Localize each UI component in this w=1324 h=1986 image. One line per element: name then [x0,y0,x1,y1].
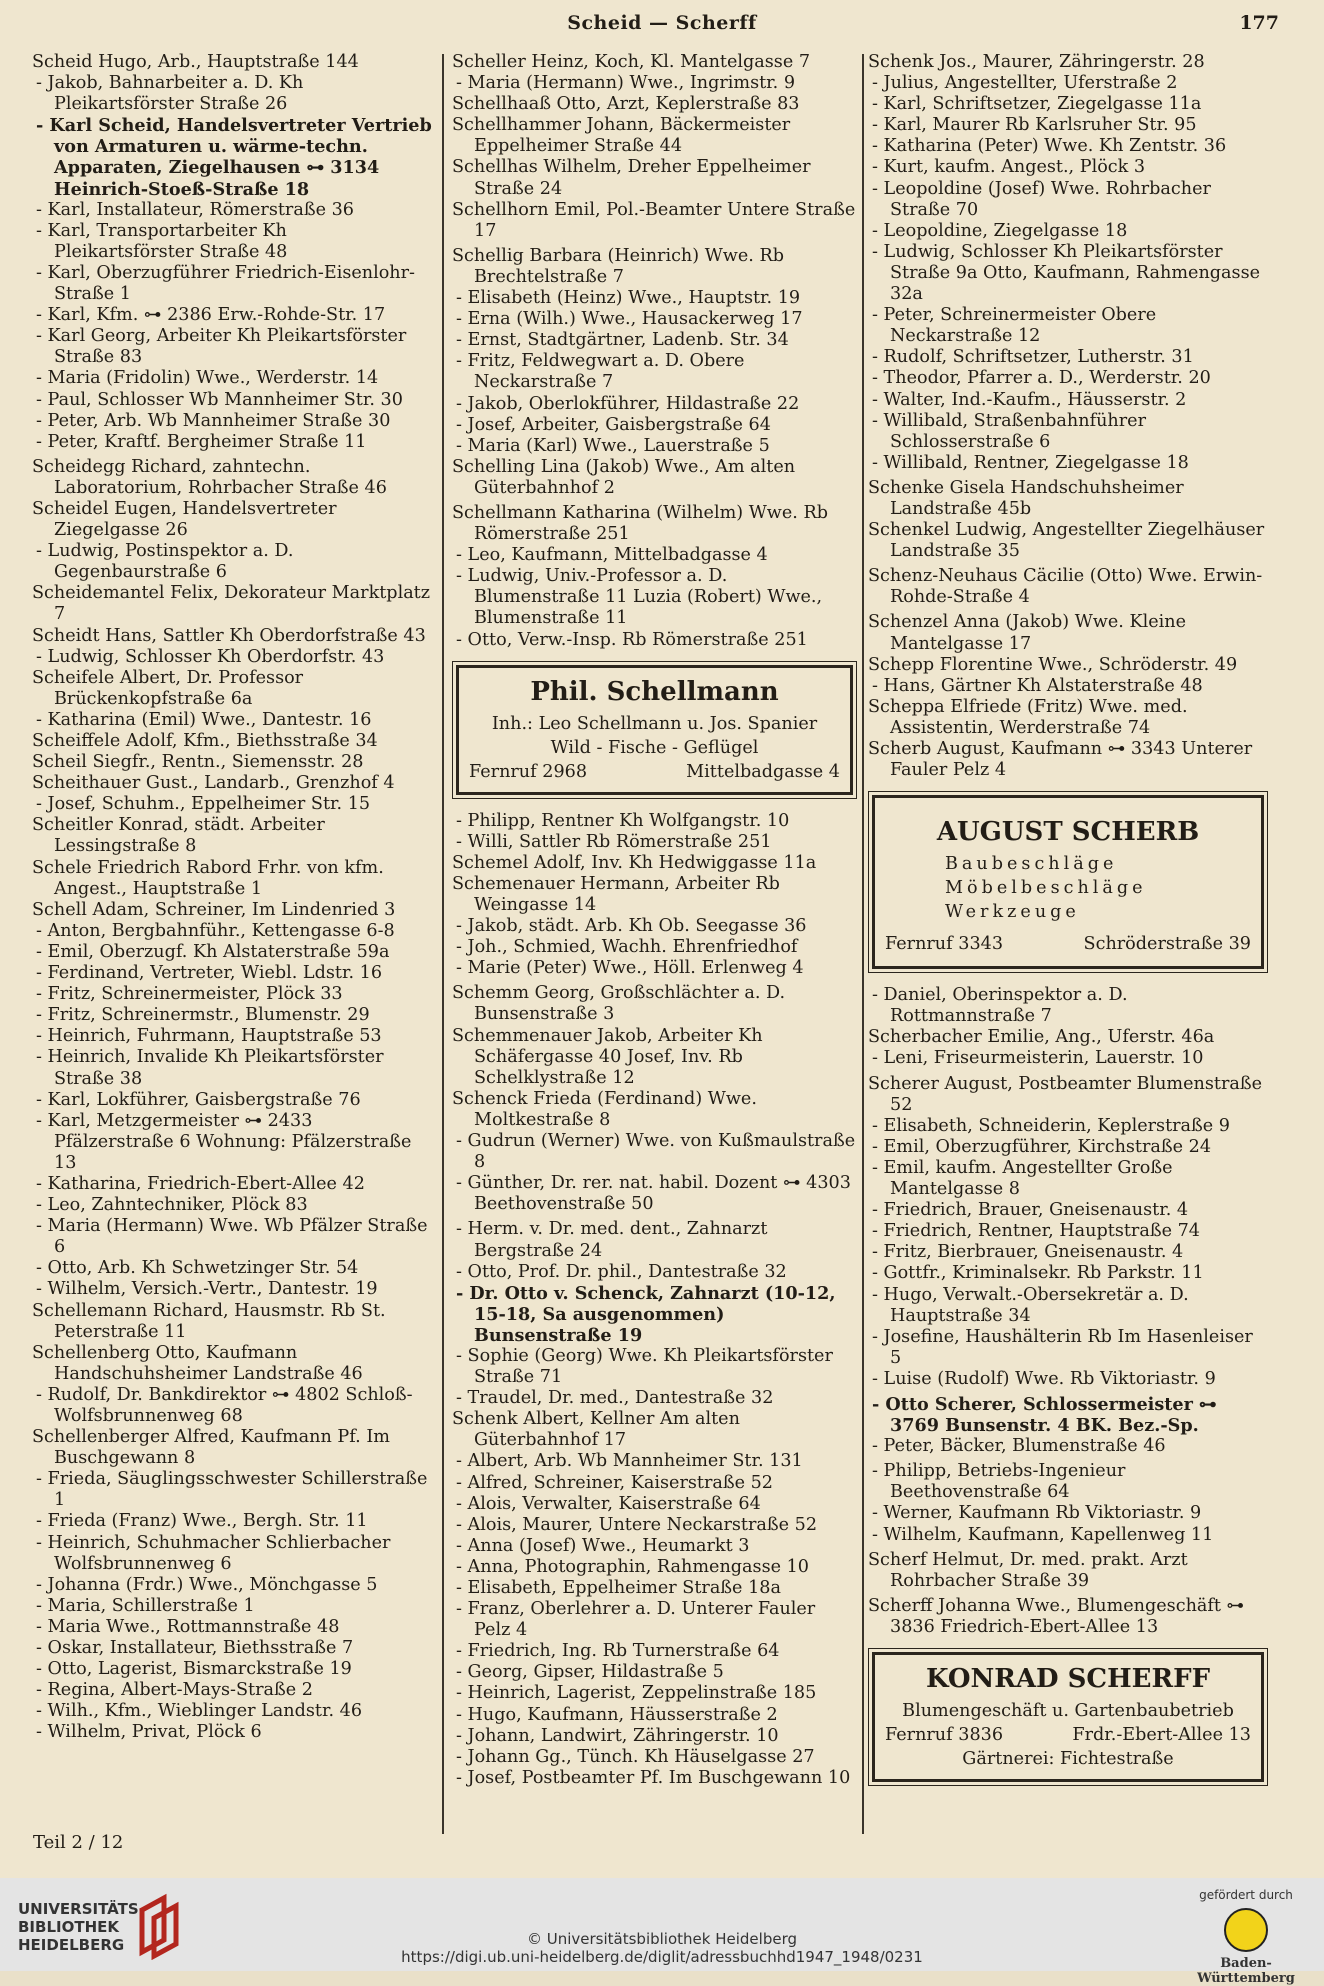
permalink[interactable]: https://digi.ub.uni-heidelberg.de/diglit/adressbuchhd1947_1948/0231 [401,1948,923,1966]
advert-address: Schröderstraße 39 [1083,934,1251,955]
directory-entry: Schellhaaß Otto, Arzt, Keplerstraße 83 [452,94,800,115]
directory-entry: - Josefine, Haushälterin Rb Im Hasenleiser 5 [872,1326,1253,1368]
directory-entry: - Georg, Gipser, Hildastraße 5 [456,1662,724,1683]
viewer-footer [0,1878,1324,1986]
directory-entry: Schemmenauer Jakob, Arbeiter Kh Schäfergasse 40 Josef, Inv. Rb Schelklystraße 12 [452,1025,763,1088]
directory-entry: - Hans, Gärtner Kh Alstaterstraße 48 [872,675,1203,696]
sponsor-name: Baden-Württemberg [1197,1956,1295,1986]
directory-entry: - Josef, Postbeamter Pf. Im Buschgewann 10 [456,1767,851,1788]
directory-entry: Schemel Adolf, Inv. Kh Hedwiggasse 11a [452,852,817,873]
directory-entry: - Joh., Schmied, Wachh. Ehrenfriedhof [456,937,798,958]
advert-address: Mittelbadgasse 4 [686,761,840,782]
directory-entry: - Jakob, Bahnarbeiter a. D. Kh Pleikartsförster Straße 26 [36,73,304,115]
directory-entry: - Katharina (Emil) Wwe., Dantestr. 16 [36,709,372,730]
directory-entry: - Karl Georg, Arbeiter Kh Pleikartsförster Straße 83 [36,326,407,368]
directory-entry: - Kurt, kaufm. Angest., Plöck 3 [872,157,1146,178]
directory-entry: Schellemann Richard, Hausmstr. Rb St. Peterstraße 11 [32,1300,386,1342]
directory-entry: - Ludwig, Univ.-Professor a. D. Blumenstraße 11 Luzia (Robert) Wwe., Blumenstraße 11 [456,566,823,629]
directory-entry: - Herm. v. Dr. med. dent., Zahnarzt Bergstraße 24 [456,1219,768,1261]
page-header [0,8,1324,38]
directory-entry: - Emil, Oberzugf. Kh Alstaterstraße 59a [36,941,390,962]
directory-entry: - Fritz, Schreinermstr., Blumenstr. 29 [36,1005,370,1026]
directory-entry: - Frieda, Säuglingsschwester Schillerstraße 1 [36,1469,428,1511]
directory-entry: Scheidegg Richard, zahntechn. Laboratorium, Rohrbacher Straße 46 [32,456,387,498]
directory-entry: - Dr. Otto v. Schenck, Zahnarzt (10-12, 15-18, Sa ausgenommen) Bunsenstraße 19 [456,1282,836,1346]
directory-entry: - Josef, Arbeiter, Gaisbergstraße 64 [456,414,771,435]
advert-phone: Fernruf 3343 [885,934,1004,955]
directory-entry: - Daniel, Oberinspektor a. D. Rottmannstraße 7 [872,985,1128,1027]
directory-entry: - Emil, Oberzugführer, Kirchstraße 24 [872,1136,1212,1157]
directory-entry: - Fritz, Schreinermeister, Plöck 33 [36,984,343,1005]
directory-entry: Scheitler Konrad, städt. Arbeiter Lessingstraße 8 [32,815,325,857]
advert-business: Blumengeschäft u. Gartenbaubetrieb [902,1701,1234,1721]
directory-entry: - Karl, Schriftsetzer, Ziegelgasse 11a [872,94,1202,115]
directory-entry: - Leopoldine (Josef) Wwe. Rohrbacher Straße 70 [872,178,1211,220]
directory-entry: - Werner, Kaufmann Rb Viktoriastr. 9 [872,1503,1202,1524]
directory-entry: - Oskar, Installateur, Biethsstraße 7 [36,1638,354,1659]
directory-entry: - Alois, Verwalter, Kaiserstraße 64 [456,1493,761,1514]
directory-entry: - Karl, Maurer Rb Karlsruher Str. 95 [872,115,1197,136]
directory-entry: - Wilhelm, Kaufmann, Kapellenweg 11 [872,1524,1214,1545]
directory-entry: Schell Adam, Schreiner, Im Lindenried 3 [32,899,396,920]
directory-entry: - Friedrich, Brauer, Gneisenaustr. 4 [872,1200,1189,1221]
directory-entry: - Günther, Dr. rer. nat. habil. Dozent ⊶ 4303 Beethovenstraße 50 [456,1173,851,1215]
directory-entry: Scheidt Hans, Sattler Kh Oberdorfstraße 43 [32,625,426,646]
directory-entry: - Maria Wwe., Rottmannstraße 48 [36,1616,340,1637]
sponsor [1186,1888,1306,1986]
directory-entry: - Frieda (Franz) Wwe., Bergh. Str. 11 [36,1511,368,1532]
directory-entry: Schellhammer Johann, Bäckermeister Eppelheimer Straße 44 [452,115,791,157]
directory-entry: Scheller Heinz, Koch, Kl. Mantelgasse 7 [452,52,811,72]
directory-entry: Schemenauer Hermann, Arbeiter Rb Weingasse 14 [452,873,780,915]
directory-entry: - Wilhelm, Versich.-Vertr., Dantestr. 19 [36,1279,378,1300]
directory-entry: - Karl, Transportarbeiter Kh Pleikartsförster Straße 48 [36,220,288,262]
directory-entry: - Ferdinand, Vertreter, Wiebl. Ldstr. 16 [36,963,383,984]
directory-entry: - Rudolf, Schriftsetzer, Lutherstr. 31 [872,347,1194,368]
advert-title: Phil. Schellmann [530,676,779,707]
directory-entry: Scheid Hugo, Arb., Hauptstraße 144 [32,52,359,72]
page-title: Scheid — Scherff [567,12,757,34]
directory-entry: - Leni, Friseurmeisterin, Lauerstr. 10 [872,1048,1204,1069]
directory-entry: - Maria (Fridolin) Wwe., Werderstr. 14 [36,368,379,389]
directory-entry: - Karl, Oberzugführer Friedrich-Eisenlohr-Straße 1 [36,262,415,305]
directory-entry: Scherf Helmut, Dr. med. prakt. Arzt Rohrbacher Straße 39 [868,1549,1188,1591]
directory-entry: - Heinrich, Lagerist, Zeppelinstraße 185 [456,1683,817,1704]
directory-entry: - Jakob, Oberlokführer, Hildastraße 22 [456,393,800,414]
directory-entry: - Marie (Peter) Wwe., Höll. Erlenweg 4 [456,958,804,979]
directory-entry: Schenzel Anna (Jakob) Wwe. Kleine Mantelgasse 17 [868,612,1187,654]
directory-entry: Scherer August, Postbeamter Blumenstraße 52 [868,1073,1263,1115]
directory-entry: - Willibald, Straßenbahnführer Schlosserstraße 6 [872,410,1146,452]
advert-goods: Wild - Fische - Geflügel [550,737,759,758]
directory-entry: - Alfred, Schreiner, Kaiserstraße 52 [456,1472,773,1493]
directory-entry: - Otto, Arb. Kh Schwetzinger Str. 54 [36,1258,359,1279]
directory-entry: - Heinrich, Invalide Kh Pleikartsförster Straße 38 [36,1047,384,1089]
library-logo-text: UNIVERSITÄTS- BIBLIOTHEK HEIDELBERG [18,1900,145,1954]
directory-entry: Scheil Siegfr., Rentn., Siemensstr. 28 [32,752,364,773]
directory-entry: Schellhas Wilhelm, Dreher Eppelheimer Straße 24 [452,157,811,199]
directory-entry: - Elisabeth, Eppelheimer Straße 18a [456,1578,781,1598]
directory-entry: - Johanna (Frdr.) Wwe., Mönchgasse 5 [36,1574,378,1595]
advert-goods-3: Werkzeuge [945,902,1080,923]
directory-entry: - Anton, Bergbahnführ., Kettengasse 6-8 [36,920,395,941]
directory-entry: Scheidemantel Felix, Dekorateur Marktplatz 7 [32,583,431,625]
directory-entry: - Heinrich, Schuhmacher Schlierbacher Wolfsbrunnenweg 6 [36,1532,391,1574]
directory-entry: - Franz, Oberlehrer a. D. Unterer Fauler Pelz 4 [456,1599,816,1641]
directory-entry: - Fritz, Feldwegwart a. D. Obere Neckarstraße 7 [456,351,745,393]
copyright: © Universitätsbibliothek Heidelberg [526,1930,797,1948]
page-number: 177 [1239,12,1279,34]
directory-entry: - Leo, Zahntechniker, Plöck 83 [36,1195,308,1216]
directory-entry: - Regina, Albert-Mays-Straße 2 [36,1680,313,1701]
directory-entry: - Ludwig, Schlosser Kh Pleikartsförster Straße 9a Otto, Kaufmann, Rahmengasse 32a [872,241,1261,305]
advert-owners: Inh.: Leo Schellmann u. Jos. Spanier [491,713,818,734]
directory-entry: Schellhorn Emil, Pol.-Beamter Untere Straße 17 [452,199,856,241]
directory-entry: - Ludwig, Schlosser Kh Oberdorfstr. 43 [36,646,385,667]
directory-entry: - Ludwig, Postinspektor a. D. Gegenbaurstraße 6 [36,541,294,583]
directory-entry: - Philipp, Rentner Kh Wolfgangstr. 10 [456,810,790,831]
advert-phone: Fernruf 2968 [469,761,588,782]
directory-entry: Schemm Georg, Großschlächter a. D. Bunsenstraße 3 [452,983,786,1025]
directory-entry: - Anna (Josef) Wwe., Heumarkt 3 [456,1535,750,1556]
directory-entry: - Ernst, Stadtgärtner, Ladenb. Str. 34 [456,330,789,351]
directory-entry: - Leopoldine, Ziegelgasse 18 [872,220,1128,241]
directory-entry: - Peter, Arb. Wb Mannheimer Straße 30 [36,410,391,431]
directory-entry: - Otto, Prof. Dr. phil., Dantestraße 32 [456,1261,787,1282]
directory-entry: Schelling Lina (Jakob) Wwe., Am alten Güterbahnhof 2 [452,456,796,498]
advert-goods-2: Möbelbeschläge [945,878,1147,899]
directory-entry: - Philipp, Betriebs-Ingenieur Beethovenstraße 64 [872,1461,1126,1503]
directory-entry: - Karl, Metzgermeister ⊶ 2433 Pfälzerstraße 6 Wohnung: Pfälzerstraße 13 [36,1110,412,1173]
directory-entry: Schellenberger Alfred, Kaufmann Pf. Im Buschgewann 8 [32,1427,390,1469]
directory-entry: - Josef, Schuhm., Eppelheimer Str. 15 [36,794,371,815]
directory-entry: - Willibald, Rentner, Ziegelgasse 18 [872,452,1189,473]
directory-entry: - Otto, Verw.-Insp. Rb Römerstraße 251 [456,629,808,650]
advert-scherff [872,1652,1264,1782]
directory-entry: - Karl, Installateur, Römerstraße 36 [36,199,354,220]
directory-entry: - Leo, Kaufmann, Mittelbadgasse 4 [456,545,768,566]
directory-entry: - Peter, Schreinermeister Obere Neckarstraße 12 [872,305,1157,347]
directory-entry: - Elisabeth (Heinz) Wwe., Hauptstr. 19 [456,288,801,309]
directory-entry: Schepp Florentine Wwe., Schröderstr. 49 [868,654,1238,675]
directory-entry: - Fritz, Bierbrauer, Gneisenaustr. 4 [872,1242,1184,1263]
directory-entry: - Wilhelm, Privat, Plöck 6 [36,1722,262,1743]
directory-entry: - Maria, Schillerstraße 1 [36,1595,255,1616]
directory-entry: - Albert, Arb. Wb Mannheimer Str. 131 [456,1451,803,1472]
directory-entry: - Wilh., Kfm., Wieblinger Landstr. 46 [36,1701,363,1722]
directory-entry: Schenkel Ludwig, Angestellter Ziegelhäuser Landstraße 35 [868,520,1265,562]
directory-entry: - Hugo, Kaufmann, Häusserstraße 2 [456,1704,778,1725]
directory-entry: Scherff Johanna Wwe., Blumengeschäft ⊶ 3836 Friedrich-Ebert-Allee 13 [868,1595,1245,1637]
column-2 [452,52,857,1789]
directory-entry: - Johann, Landwirt, Zähringerstr. 10 [456,1725,779,1746]
directory-entry: - Willi, Sattler Rb Römerstraße 251 [456,831,772,852]
directory-entry: - Maria (Hermann) Wwe., Ingrimstr. 9 [456,73,796,94]
directory-entry: Scheifele Albert, Dr. Professor Brückenkopfstraße 6a [32,667,304,709]
directory-entry: - Johann Gg., Tünch. Kh Häuselgasse 27 [456,1746,815,1767]
directory-entry: - Sophie (Georg) Wwe. Kh Pleikartsförster Straße 71 [456,1345,833,1388]
directory-entry: - Karl, Lokführer, Gaisbergstraße 76 [36,1089,361,1110]
directory-entry: - Gudrun (Werner) Wwe. von Kußmaulstraße 8 [456,1131,856,1173]
advert-phone: Fernruf 3836 [885,1725,1004,1745]
advert-address: Frdr.-Ebert-Allee 13 [1072,1725,1251,1745]
directory-entry: Schellmann Katharina (Wilhelm) Wwe. Rb Römerstraße 251 [452,502,828,545]
directory-entry: - Rudolf, Dr. Bankdirektor ⊶ 4802 Schloß-Wolfsbrunnenweg 68 [36,1384,413,1426]
column-1 [32,52,432,1744]
volume-part: Teil 2 / 12 [33,1832,124,1853]
directory-entry: Scheithauer Gust., Landarb., Grenzhof 4 [32,773,395,794]
directory-entry: - Traudel, Dr. med., Dantestraße 32 [456,1388,774,1409]
directory-entry: - Luise (Rudolf) Wwe. Rb Viktoriastr. 9 [872,1368,1216,1389]
directory-entry: - Katharina, Friedrich-Ebert-Allee 42 [36,1173,365,1194]
directory-entry: - Paul, Schlosser Wb Mannheimer Str. 30 [36,389,403,410]
directory-entry: - Katharina (Peter) Wwe. Kh Zentstr. 36 [872,136,1227,157]
column-3 [868,52,1268,1798]
directory-entry: Schellig Barbara (Heinrich) Wwe. Rb Brechtelstraße 7 [452,245,784,287]
directory-entry: Schenck Frieda (Ferdinand) Wwe. Moltkestraße 8 [452,1088,757,1130]
directory-entry: - Walter, Ind.-Kaufm., Häusserstr. 2 [872,389,1187,410]
directory-entry: Scheidel Eugen, Handelsvertreter Ziegelgasse 26 [32,498,337,541]
credit [0,1930,1324,1966]
state-crest-icon [1224,1908,1268,1952]
directory-entry: Schenz-Neuhaus Cäcilie (Otto) Wwe. Erwin-Rohde-Straße 4 [868,566,1263,608]
directory-entry: Schele Friedrich Rabord Frhr. von kfm. Angest., Hauptstraße 1 [32,857,384,899]
directory-entry: - Emil, kaufm. Angestellter Große Mantelgasse 8 [872,1157,1173,1200]
directory-entry: Schenk Albert, Kellner Am alten Güterbahnhof 17 [452,1409,740,1451]
directory-entry: - Maria (Karl) Wwe., Lauerstraße 5 [456,435,770,456]
directory-entry: Schenke Gisela Handschuhsheimer Landstraße 45b [868,477,1184,519]
directory-entry: - Heinrich, Fuhrmann, Hauptstraße 53 [36,1026,382,1047]
directory-entry: - Karl, Kfm. ⊶ 2386 Erw.-Rohde-Str. 17 [36,305,386,326]
directory-entry: - Otto Scherer, Schlossermeister ⊶ 3769 Bunsenstr. 4 BK. Bez.-Sp. [872,1393,1217,1437]
directory-entry: Schellenberg Otto, Kaufmann Handschuhsheimer Landstraße 46 [32,1342,363,1384]
directory-entry: Scheiffele Adolf, Kfm., Biethsstraße 34 [32,731,378,751]
advert-schellmann [456,665,853,795]
advert-nursery: Gärtnerei: Fichtestraße [962,1749,1174,1769]
advert-title: KONRAD SCHERFF [925,1664,1211,1694]
directory-entry: Scherb August, Kaufmann ⊶ 3343 Unterer Fauler Pelz 4 [868,739,1253,781]
directory-entry: - Peter, Bäcker, Blumenstraße 46 [872,1436,1166,1457]
directory-entry: - Erna (Wilh.) Wwe., Hausackerweg 17 [456,309,803,330]
advert-scherb [872,795,1264,969]
directory-entry: - Karl Scheid, Handelsvertreter Vertrieb von Armaturen u. wärme-techn. Apparaten, Ziegelhausen ⊶ 3134 Heinrich-Stoeß-Straße 18 [36,115,432,200]
directory-entry: - Hugo, Verwalt.-Obersekretär a. D. Hauptstraße 34 [872,1284,1189,1326]
directory-entry: Scherbacher Emilie, Ang., Uferstr. 46a [868,1027,1215,1048]
column-divider [862,54,864,1834]
directory-entry: - Julius, Angestellter, Uferstraße 2 [872,73,1178,94]
sponsor-label: gefördert durch [1199,1888,1293,1902]
directory-entry: Scheppa Elfriede (Fritz) Wwe. med. Assistentin, Werderstraße 74 [868,696,1188,738]
advert-goods-1: Baubeschläge [945,854,1118,875]
directory-entry: - Theodor, Pfarrer a. D., Werderstr. 20 [872,368,1211,389]
directory-entry: - Gottfr., Kriminalsekr. Rb Parkstr. 11 [872,1263,1204,1284]
directory-entry: - Friedrich, Rentner, Hauptstraße 74 [872,1221,1200,1242]
directory-entry: - Friedrich, Ing. Rb Turnerstraße 64 [456,1641,780,1662]
directory-entry: - Jakob, städt. Arb. Kh Ob. Seegasse 36 [456,916,807,937]
column-divider [442,54,444,1834]
directory-entry: - Maria (Hermann) Wwe. Wb Pfälzer Straße 6 [36,1216,428,1258]
directory-entry: - Anna, Photographin, Rahmengasse 10 [456,1556,810,1577]
directory-entry: - Elisabeth, Schneiderin, Keplerstraße 9 [872,1115,1230,1136]
directory-entry: Schenk Jos., Maurer, Zähringerstr. 28 [868,52,1205,72]
advert-title: AUGUST SCHERB [936,817,1200,848]
directory-entry: - Peter, Kraftf. Bergheimer Straße 11 [36,431,367,452]
directory-entry: - Alois, Maurer, Untere Neckarstraße 52 [456,1514,818,1535]
directory-entry: - Otto, Lagerist, Bismarckstraße 19 [36,1659,352,1680]
